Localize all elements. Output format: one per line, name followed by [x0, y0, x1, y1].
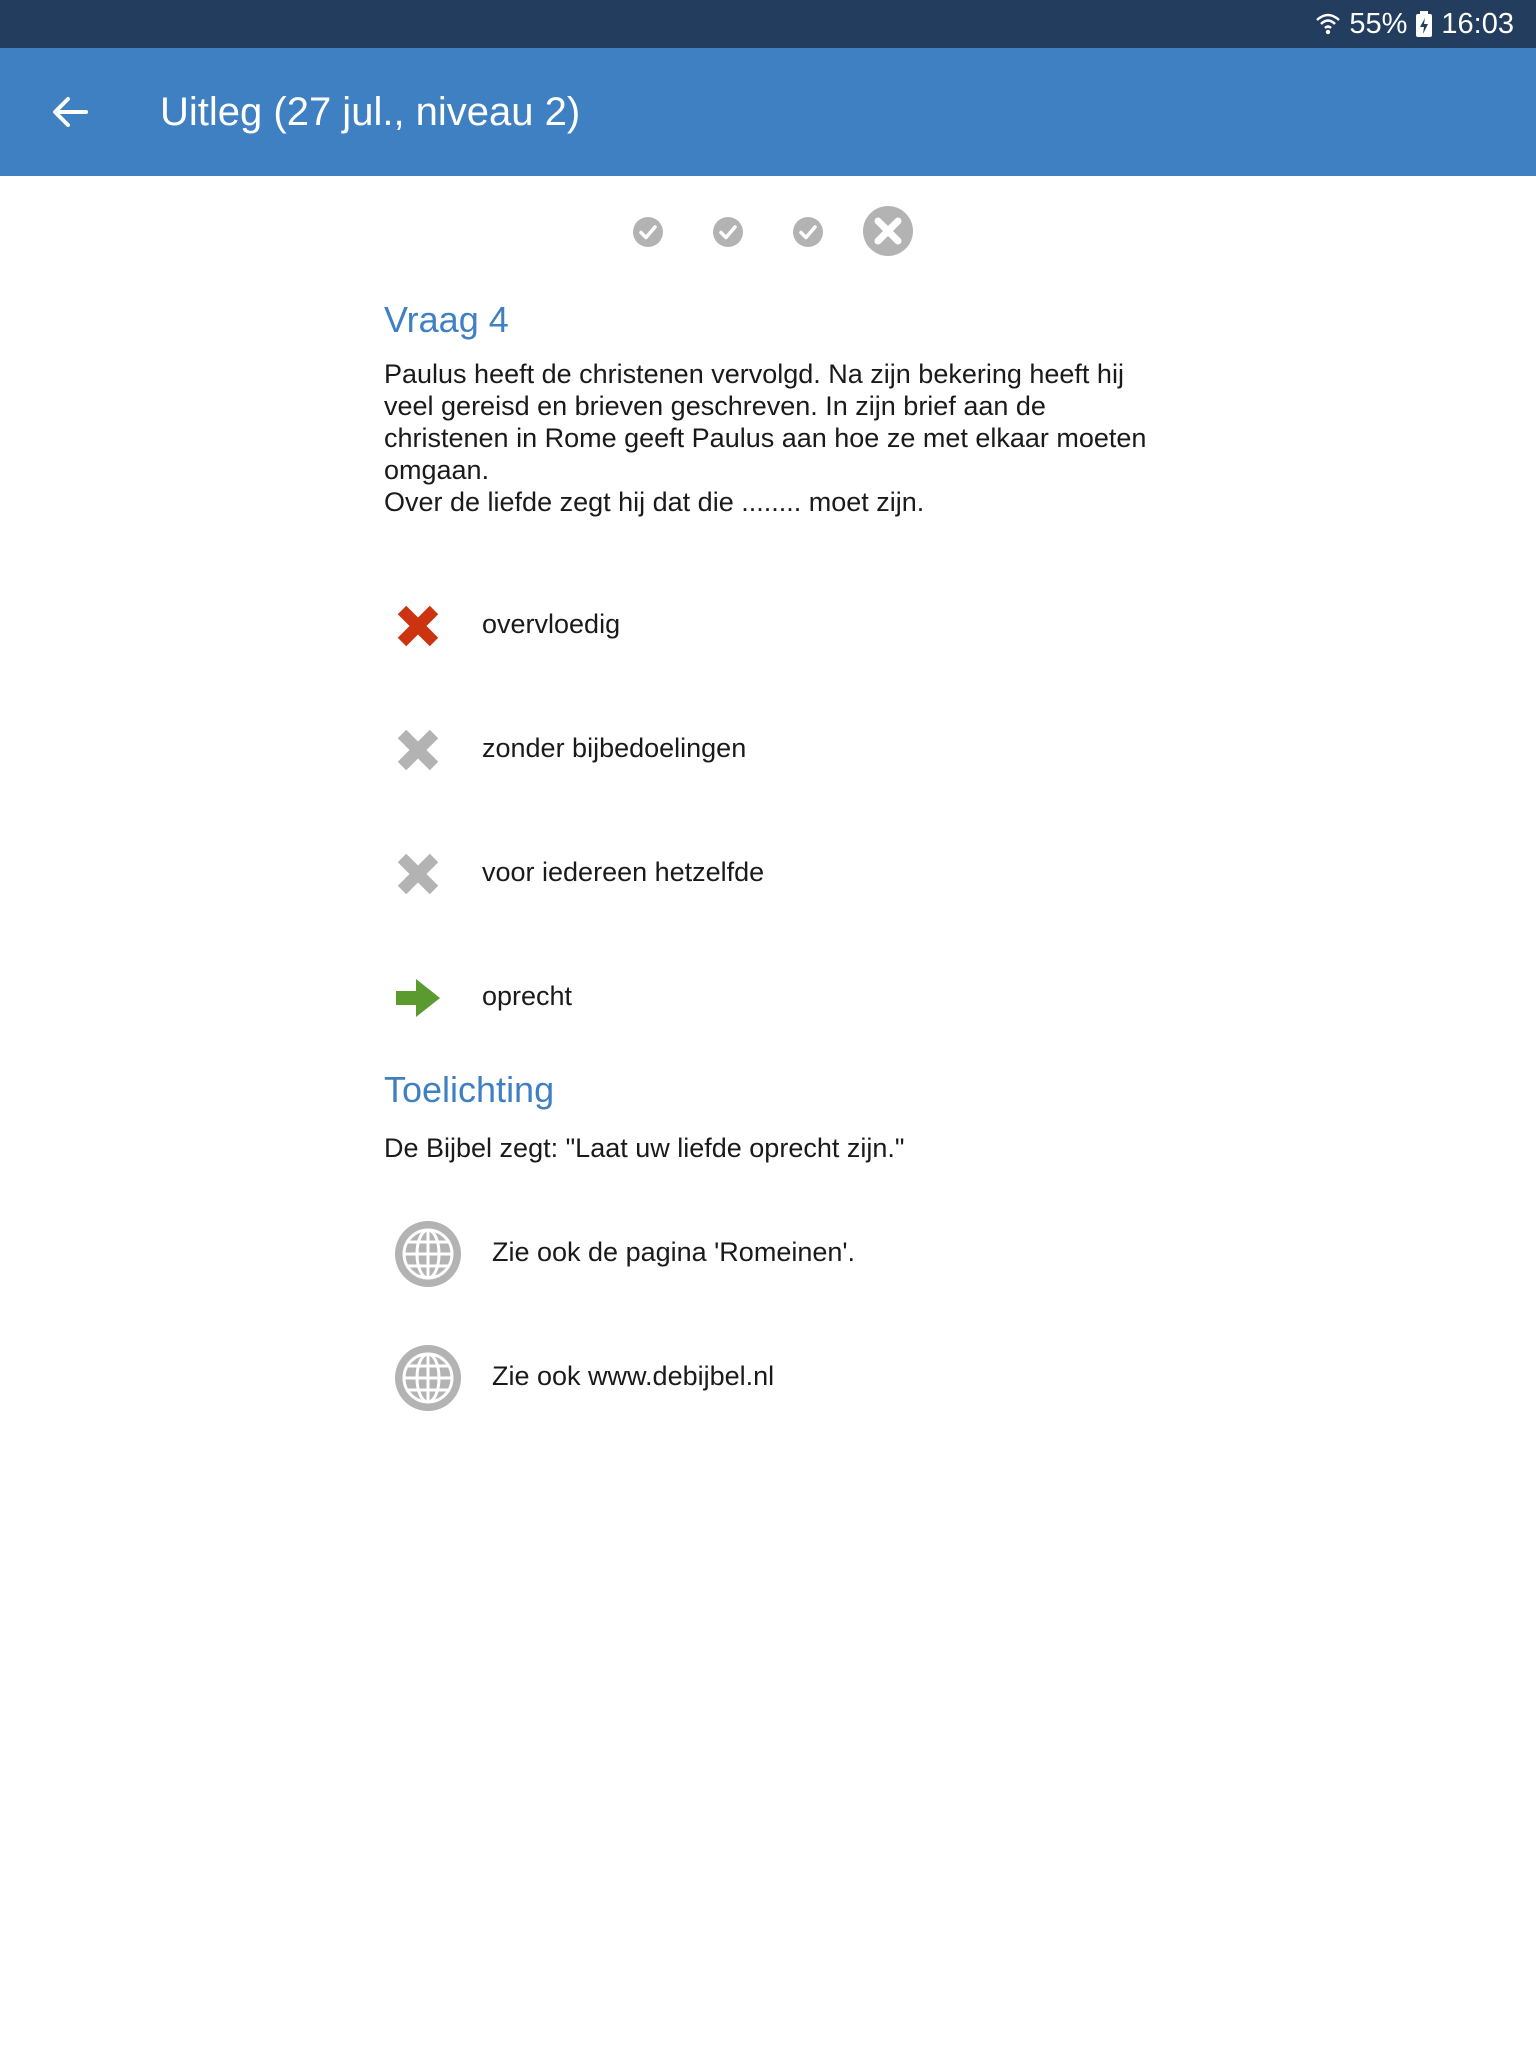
- cross-red-icon: [394, 602, 442, 650]
- progress-check-icon[interactable]: [633, 217, 663, 247]
- progress-check-icon[interactable]: [793, 217, 823, 247]
- answer-option[interactable]: [384, 810, 1154, 934]
- question-progress: [0, 206, 1536, 258]
- globe-icon: [394, 1220, 462, 1288]
- answer-option[interactable]: [384, 934, 1154, 1058]
- question-text: Paulus heeft de christenen vervolgd. Na zijn bekering heeft hij veel gereisd en brieven geschreven. In zijn brief aan de christenen in Rome geeft Paulus aan hoe ze met elkaar moeten omgaan. Over de liefde zegt hij dat die ........ moet zijn.: [384, 359, 1147, 517]
- answer-label: zonder bijbedoelingen: [482, 733, 747, 763]
- wifi-icon: [1315, 10, 1341, 38]
- status-bar: [0, 0, 1536, 48]
- answer-label: oprecht: [482, 981, 573, 1011]
- link-label: Zie ook www.debijbel.nl: [492, 1361, 775, 1391]
- explanation-section: [384, 1060, 1154, 1164]
- link-label: Zie ook de pagina 'Romeinen'.: [492, 1237, 856, 1267]
- battery-percent: 55%: [1349, 7, 1408, 40]
- progress-wrong-icon[interactable]: [863, 206, 913, 256]
- progress-check-icon[interactable]: [713, 217, 743, 247]
- answer-label: overvloedig: [482, 609, 621, 639]
- arrow-left-icon: [52, 96, 88, 128]
- globe-icon: [394, 1344, 462, 1412]
- question-heading: Vraag 4: [384, 299, 509, 340]
- answer-label: voor iedereen hetzelfde: [482, 857, 765, 887]
- answer-option[interactable]: [384, 686, 1154, 810]
- cross-gray-icon: [394, 726, 442, 774]
- arrow-green-icon: [394, 974, 442, 1022]
- status-indicators: [1315, 0, 1514, 48]
- clock: 16:03: [1441, 7, 1514, 40]
- answer-option[interactable]: [384, 562, 1154, 686]
- reference-links: [384, 1190, 1154, 1438]
- link-romeinen[interactable]: [384, 1190, 1154, 1314]
- page-title: Uitleg (27 jul., niveau 2): [160, 90, 581, 134]
- cross-gray-icon: [394, 850, 442, 898]
- app-bar: [0, 48, 1536, 176]
- link-debijbel[interactable]: [384, 1314, 1154, 1438]
- battery-icon: [1415, 10, 1433, 38]
- explanation-text: De Bijbel zegt: "Laat uw liefde oprecht zijn.": [384, 1133, 905, 1163]
- explanation-heading: Toelichting: [384, 1069, 555, 1110]
- question-section: [384, 290, 1154, 518]
- answer-list: [384, 562, 1154, 1058]
- back-button[interactable]: [46, 88, 94, 136]
